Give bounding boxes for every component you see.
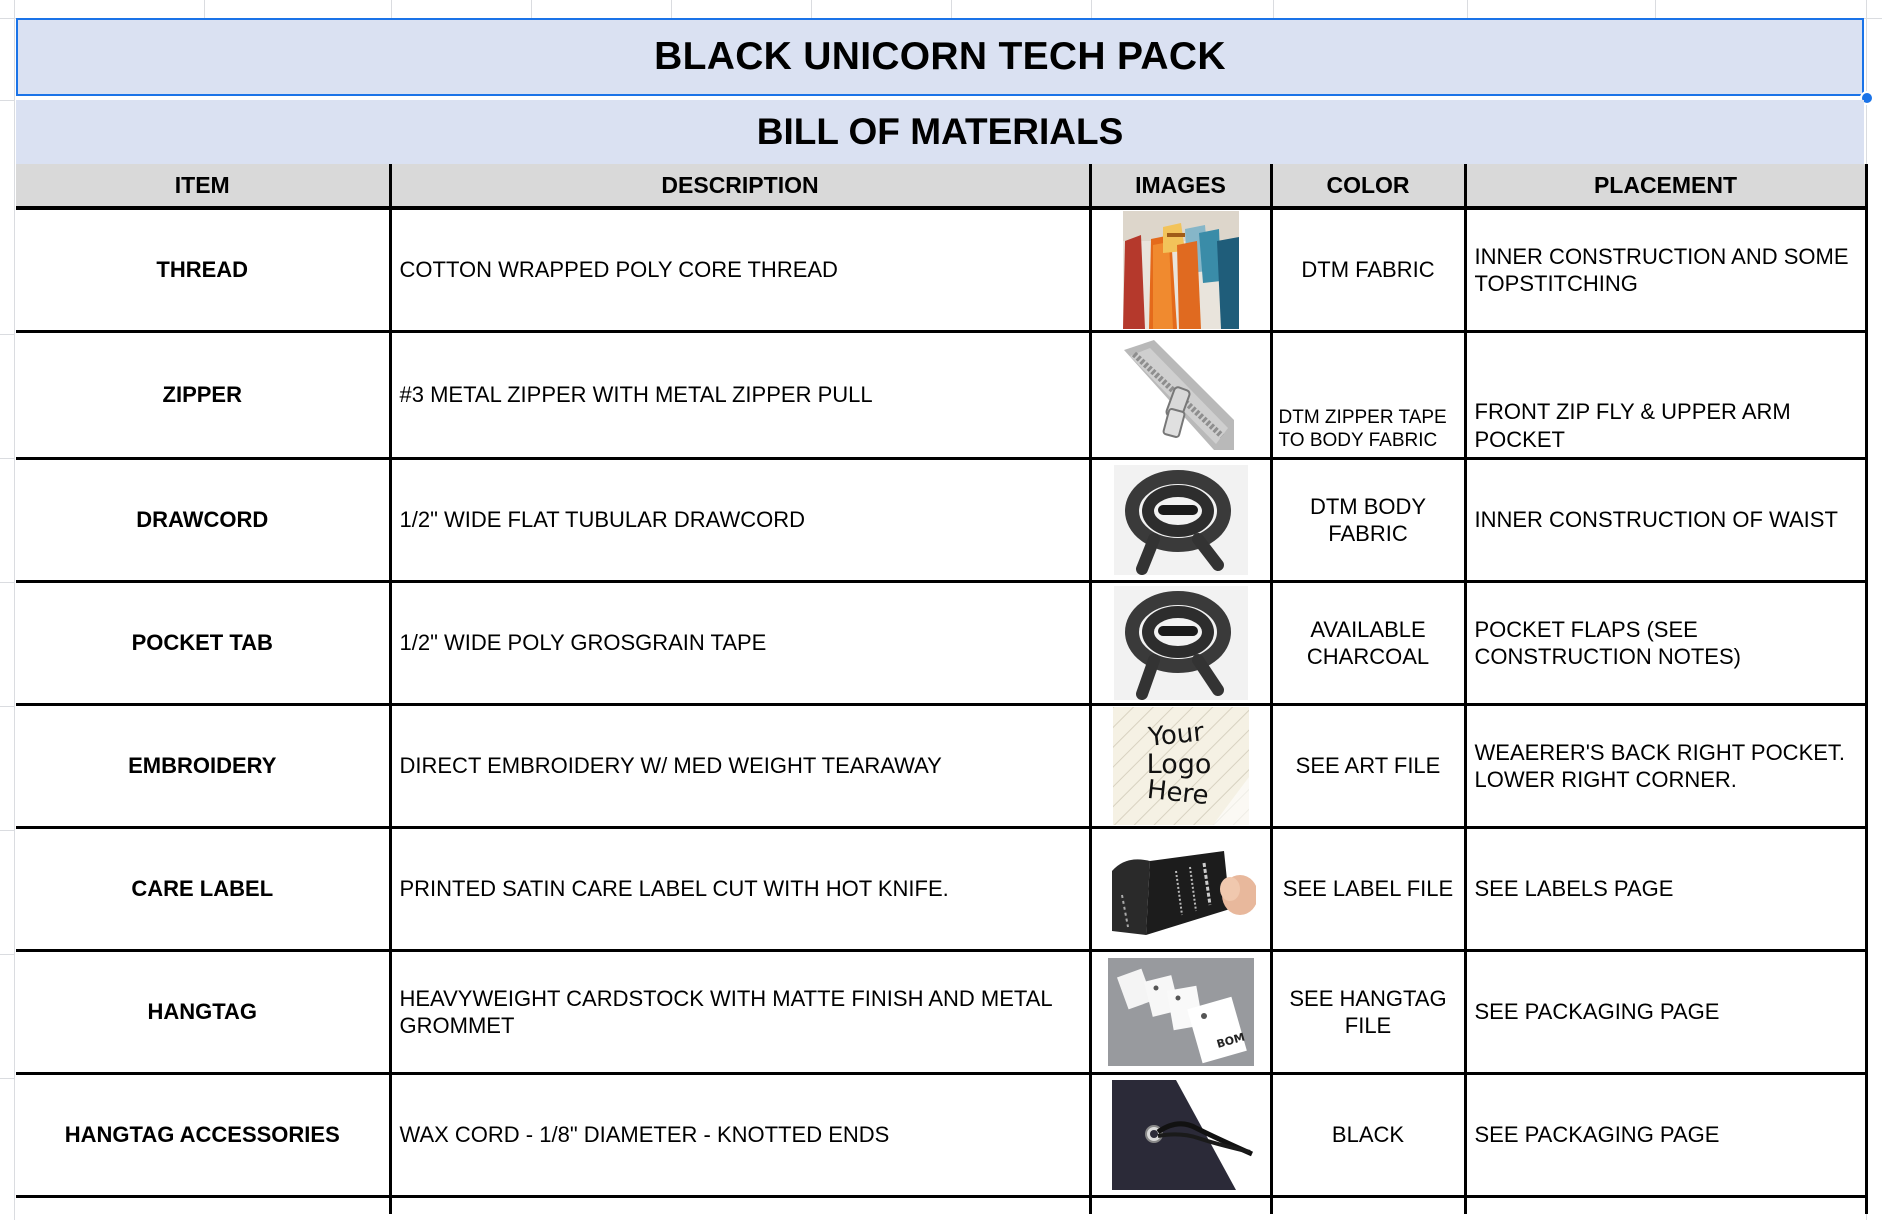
image-cell[interactable] <box>1090 705 1271 828</box>
grid-line <box>951 0 952 18</box>
empty-cell[interactable] <box>1090 1197 1271 1215</box>
table-row <box>16 828 1866 951</box>
color-text: DTM ZIPPER TAPE TO BODY FABRIC <box>1278 406 1447 452</box>
grid-line <box>0 582 14 583</box>
item-cell[interactable]: HANGTAG <box>16 951 390 1074</box>
grid-line <box>1091 0 1092 18</box>
image-cell[interactable] <box>1090 582 1271 705</box>
subtitle-cell[interactable] <box>16 100 1864 164</box>
description-cell[interactable]: 1/2" WIDE POLY GROSGRAIN TAPE <box>390 582 1090 705</box>
color-cell[interactable]: SEE LABEL FILE <box>1271 828 1465 951</box>
logo-text-line: Here <box>1145 774 1210 812</box>
color-cell[interactable]: AVAILABLE CHARCOAL <box>1271 582 1465 705</box>
item-cell[interactable]: EMBROIDERY <box>16 705 390 828</box>
table-row <box>16 705 1866 828</box>
grid-line <box>0 100 14 101</box>
placement-cell[interactable]: FRONT ZIP FLY & UPPER ARM POCKET <box>1465 332 1866 459</box>
item-cell[interactable]: THREAD <box>16 208 390 332</box>
column-header-item[interactable]: ITEM <box>16 164 390 208</box>
item-cell[interactable]: POCKET TAB <box>16 582 390 705</box>
placement-cell[interactable]: POCKET FLAPS (SEE CONSTRUCTION NOTES) <box>1465 582 1866 705</box>
grid-line <box>0 458 14 459</box>
placement-cell[interactable]: INNER CONSTRUCTION OF WAIST <box>1465 459 1866 582</box>
logo-placeholder-image <box>1113 707 1249 825</box>
column-header-description[interactable]: DESCRIPTION <box>390 164 1090 208</box>
image-cell[interactable] <box>1090 1074 1271 1197</box>
description-cell[interactable]: PRINTED SATIN CARE LABEL CUT WITH HOT KNIFE. <box>390 828 1090 951</box>
grid-line <box>14 0 15 1220</box>
color-cell[interactable]: BLACK <box>1271 1074 1465 1197</box>
placement-cell[interactable]: SEE PACKAGING PAGE <box>1465 951 1866 1074</box>
item-cell[interactable]: CARE LABEL <box>16 828 390 951</box>
section-title: BILL OF MATERIALS <box>756 111 1124 152</box>
logo-text-line: Logo <box>1146 749 1211 780</box>
description-cell[interactable]: #3 METAL ZIPPER WITH METAL ZIPPER PULL <box>390 332 1090 459</box>
grid-line <box>0 706 14 707</box>
hangtag-cards-image <box>1108 958 1254 1066</box>
description-cell[interactable]: DIRECT EMBROIDERY W/ MED WEIGHT TEARAWAY <box>390 705 1090 828</box>
description-cell[interactable]: COTTON WRAPPED POLY CORE THREAD <box>390 208 1090 332</box>
drawcord-image <box>1114 465 1248 575</box>
grid-line <box>204 0 205 18</box>
item-cell[interactable]: ZIPPER <box>16 332 390 459</box>
empty-cell[interactable] <box>390 1197 1090 1215</box>
color-cell[interactable] <box>1271 332 1465 459</box>
image-cell[interactable] <box>1090 459 1271 582</box>
wax-cord-image <box>1106 1080 1256 1190</box>
grid-line <box>671 0 672 18</box>
care-label-image <box>1106 841 1256 937</box>
color-cell[interactable]: DTM BODY FABRIC <box>1271 459 1465 582</box>
grid-line <box>811 0 812 18</box>
title-cell[interactable] <box>16 18 1864 96</box>
image-cell[interactable] <box>1090 332 1271 459</box>
empty-cell[interactable] <box>1271 1197 1465 1215</box>
logo-text-line: Your <box>1146 717 1205 753</box>
top-partial-row <box>0 0 1882 19</box>
description-cell[interactable]: WAX CORD - 1/8" DIAMETER - KNOTTED ENDS <box>390 1074 1090 1197</box>
image-cell[interactable] <box>1090 828 1271 951</box>
item-cell[interactable]: DRAWCORD <box>16 459 390 582</box>
grid-line <box>1273 0 1274 18</box>
svg-text:BOM: BOM <box>1214 1030 1246 1051</box>
column-header-placement[interactable]: PLACEMENT <box>1465 164 1866 208</box>
table-row <box>16 1197 1866 1215</box>
image-cell[interactable] <box>1090 951 1271 1074</box>
table-row <box>16 459 1866 582</box>
grid-line <box>1467 0 1468 18</box>
grid-line <box>1655 0 1656 18</box>
color-cell[interactable]: SEE HANGTAG FILE <box>1271 951 1465 1074</box>
grosgrain-tape-image <box>1114 586 1248 700</box>
grid-line <box>0 334 14 335</box>
empty-cell[interactable] <box>16 1197 390 1215</box>
metal-zipper-image <box>1124 340 1234 450</box>
table-row <box>16 582 1866 705</box>
description-cell[interactable]: HEAVYWEIGHT CARDSTOCK WITH MATTE FINISH AND METAL GROMMET <box>390 951 1090 1074</box>
description-cell[interactable]: 1/2" WIDE FLAT TUBULAR DRAWCORD <box>390 459 1090 582</box>
thread-spools-image <box>1123 211 1239 329</box>
empty-cell[interactable] <box>1465 1197 1866 1215</box>
table-row <box>16 332 1866 459</box>
table-row <box>16 208 1866 332</box>
image-cell[interactable] <box>1090 208 1271 332</box>
grid-line <box>391 0 392 18</box>
column-header-images[interactable]: IMAGES <box>1090 164 1271 208</box>
bom-table <box>16 164 1868 1214</box>
grid-line <box>0 954 14 955</box>
item-cell[interactable]: HANGTAG ACCESSORIES <box>16 1074 390 1197</box>
placement-cell[interactable]: INNER CONSTRUCTION AND SOME TOPSTITCHING <box>1465 208 1866 332</box>
grid-line <box>531 0 532 18</box>
grid-line <box>0 1078 14 1079</box>
column-header-color[interactable]: COLOR <box>1271 164 1465 208</box>
page-title: BLACK UNICORN TECH PACK <box>654 35 1226 78</box>
column-header-row <box>16 164 1866 208</box>
table-row <box>16 951 1866 1074</box>
placement-cell[interactable]: SEE PACKAGING PAGE <box>1465 1074 1866 1197</box>
color-cell[interactable]: SEE ART FILE <box>1271 705 1465 828</box>
placement-cell[interactable]: WEAERER'S BACK RIGHT POCKET. LOWER RIGHT CORNER. <box>1465 705 1866 828</box>
table-row <box>16 1074 1866 1197</box>
grid-line <box>0 830 14 831</box>
placement-cell[interactable]: SEE LABELS PAGE <box>1465 828 1866 951</box>
bom-table-wrapper <box>16 164 1866 1214</box>
color-cell[interactable]: DTM FABRIC <box>1271 208 1465 332</box>
